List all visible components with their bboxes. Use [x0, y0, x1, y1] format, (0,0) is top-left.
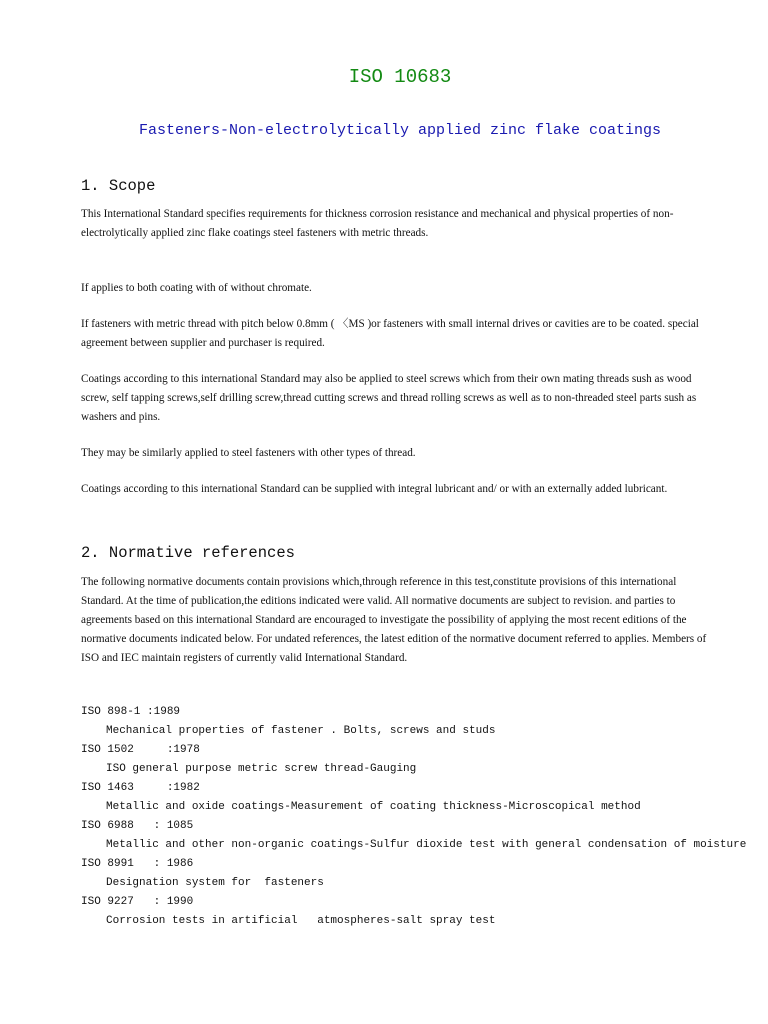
scope-paragraph: Coatings according to this international Standard may also be applied to steel screws which from their own mating threads sush as wood screw, self tapping screws,self drilling screw,thread cutting screws and thread rolling screws as well as to non-threaded steel parts sush as washers and pins. — [81, 373, 697, 423]
reference-item — [81, 893, 741, 931]
document-title: ISO 10683 — [348, 66, 452, 88]
scope-paragraph: This International Standard specifies requirements for thickness corrosion resistance and mechanical and physical properties of non-electrolytically applied zinc flake coatings steel fasteners with metric threads. — [81, 208, 674, 239]
scope-paragraph: If applies to both coating with of without chromate. — [81, 282, 312, 294]
reference-list — [81, 703, 747, 931]
reference-description: ISO general purpose metric screw thread-Gauging — [106, 763, 417, 775]
reference-code: ISO 898-1 :1989 — [81, 706, 181, 718]
reference-item — [81, 703, 741, 741]
document-subtitle: Fasteners-Non-electrolytically applied zinc flake coatings — [138, 122, 662, 139]
reference-description: Designation system for fasteners — [106, 877, 324, 889]
reference-code: ISO 1502 :1978 — [81, 744, 200, 756]
reference-item — [81, 779, 741, 817]
reference-description: Metallic and oxide coatings-Measurement of coating thickness-Microscopical method — [106, 801, 641, 813]
section-heading-normative-references: 2. Normative references — [81, 544, 295, 562]
reference-code: ISO 6988 : 1085 — [81, 820, 194, 832]
reference-item — [81, 855, 741, 893]
reference-description: Mechanical properties of fastener . Bolts, screws and studs — [106, 725, 496, 737]
reference-code: ISO 1463 :1982 — [81, 782, 200, 794]
reference-code: ISO 8991 : 1986 — [81, 858, 194, 870]
reference-description: Metallic and other non-organic coatings-Sulfur dioxide test with general condensation of moisture — [106, 839, 747, 851]
normative-references-paragraph: The following normative documents contain provisions which,through reference in this test,constitute provisions of this international Standard. At the time of publication,the editions indicated were valid. All normative documents are subject to revision. and parties to agreements based on this international Standard are encouraged to investigate the possibility of applying the most recent editions of the normative documents indicated below. For undated references, the latest edition of the normative document referred to applies. Members of ISO and IEC maintain registers of currently valid International Standard. — [81, 576, 707, 664]
reference-description: Corrosion tests in artificial atmospheres-salt spray test — [106, 915, 496, 927]
reference-item — [81, 741, 741, 779]
reference-item — [81, 817, 747, 855]
scope-paragraph: They may be similarly applied to steel fasteners with other types of thread. — [81, 447, 416, 459]
scope-paragraph: Coatings according to this international Standard can be supplied with integral lubricant and/ or with an externally added lubricant. — [81, 483, 668, 495]
reference-code: ISO 9227 : 1990 — [81, 896, 194, 908]
scope-paragraph: If fasteners with metric thread with pitch below 0.8mm ( 〈MS )or fasteners with small internal drives or cavities are to be coated. special agreement between supplier and purchaser is required. — [81, 318, 699, 349]
section-heading-scope: 1. Scope — [81, 177, 156, 195]
